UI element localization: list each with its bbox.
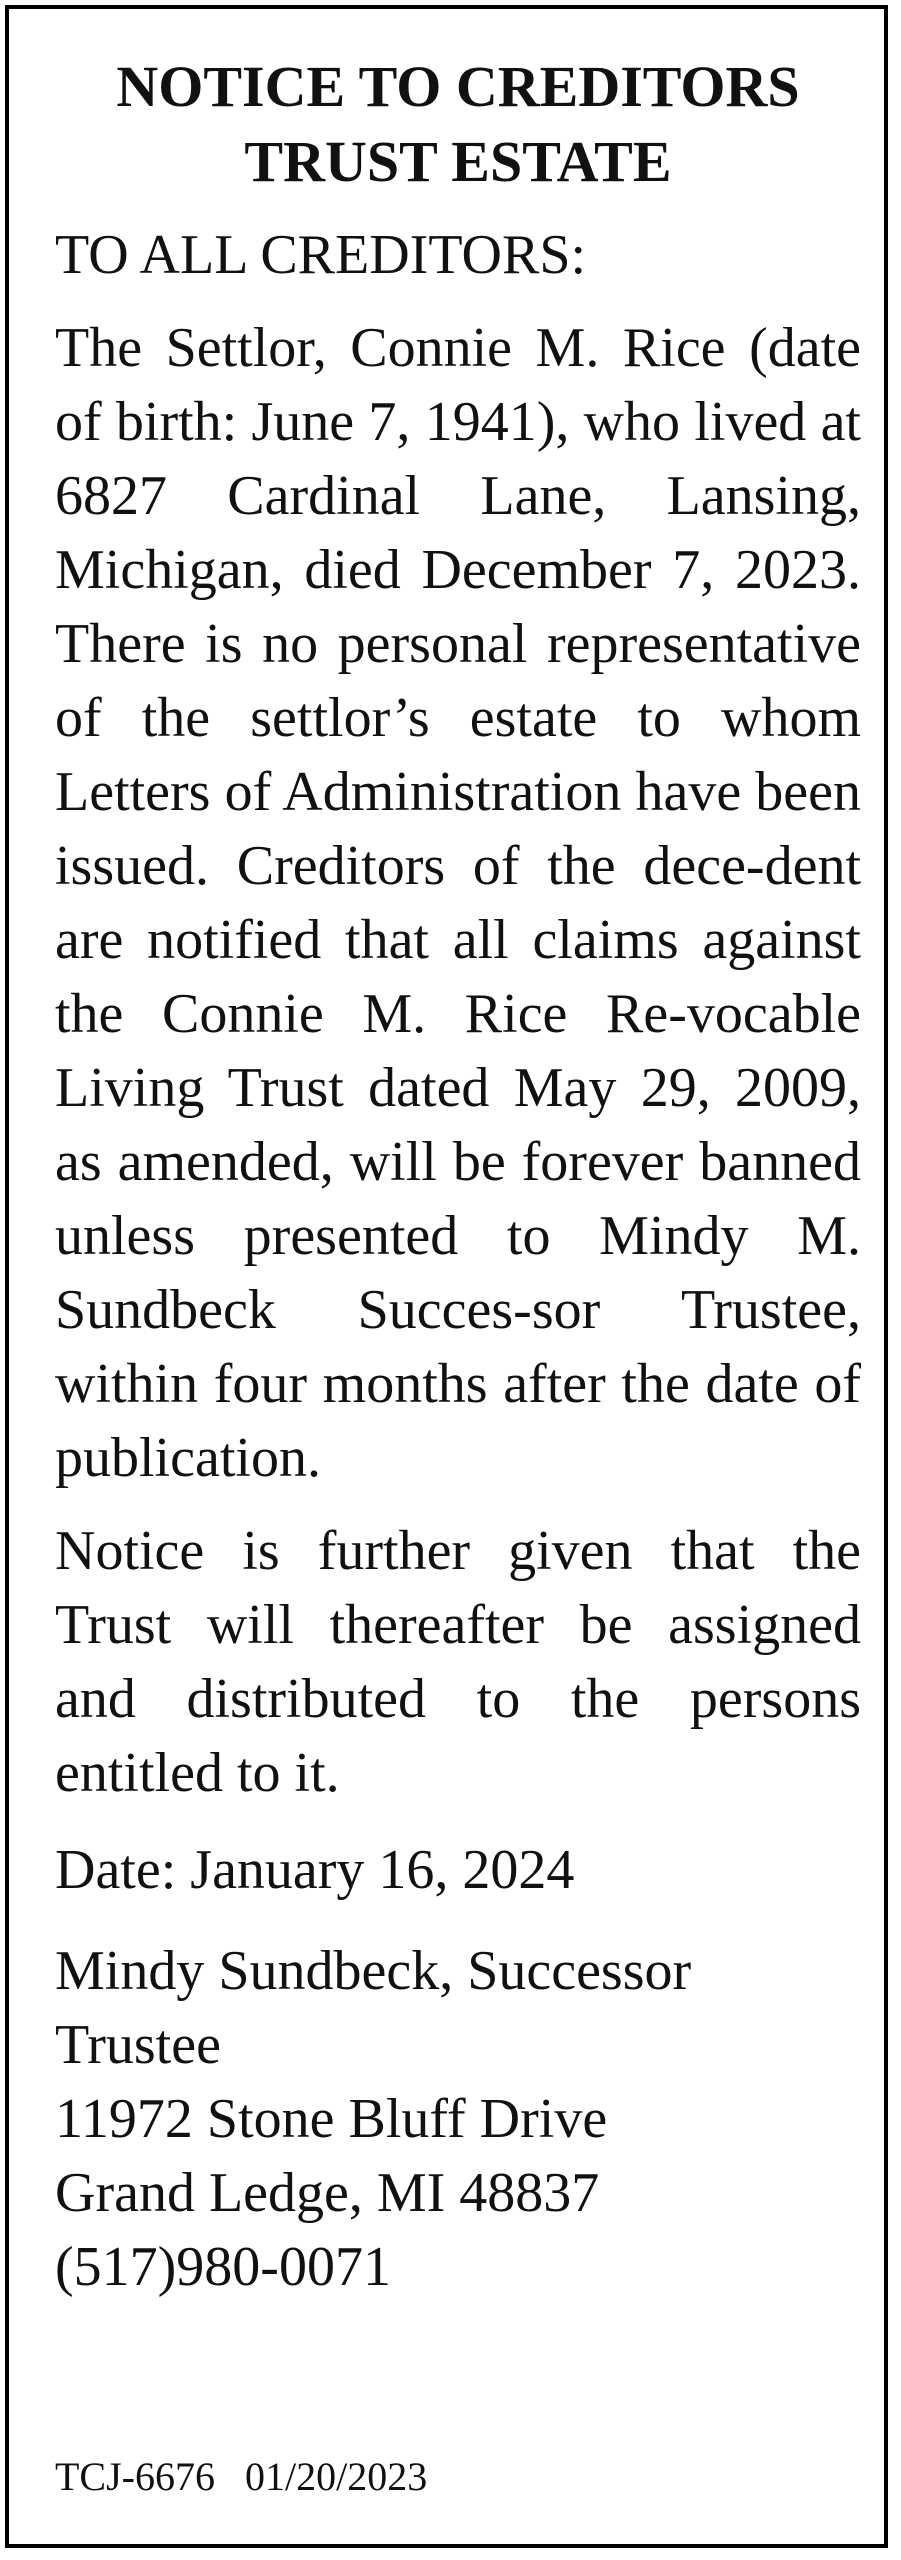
title-line-1: NOTICE TO CREDITORS — [116, 54, 800, 119]
notice-date: Date: January 16, 2024 — [55, 1839, 575, 1901]
title-line-2: TRUST ESTATE — [244, 129, 672, 194]
signature-block — [55, 1934, 861, 2304]
footer-ref-code: TCJ-6676 — [55, 2454, 215, 2499]
notice-content — [55, 49, 861, 2304]
notice-frame — [5, 5, 888, 2548]
notice-paragraph-2: Notice is further given that the Trust will thereafter be assigned and distributed to the persons entitled to it. — [55, 1520, 861, 1804]
footer-reference — [55, 2453, 427, 2501]
footer-ref-date: 01/20/2023 — [245, 2454, 428, 2499]
signature-street: 11972 Stone Bluff Drive — [55, 2088, 608, 2150]
salutation: TO ALL CREDITORS: — [55, 224, 587, 286]
notice-paragraph-1: The Settlor, Connie M. Rice (date of birth: June 7, 1941), who lived at 6827 Cardinal Lane, Lansing, Michigan, died December 7, 2023. There is no personal representative of the settlor’s estate to whom Letters of Administration have been issued. Creditors of the dece-dent are notified that all claims against the Connie M. Rice Re-vocable Living Trust dated May 29, 2009, as amended, will be forever banned unless presented to Mindy M. Sundbeck Succes-sor Trustee, within four months after the date of publication. — [55, 317, 861, 1489]
signature-phone: (517)980-0071 — [55, 2236, 391, 2298]
signature-name-line-2: Trustee — [55, 2014, 221, 2076]
notice-title — [55, 49, 861, 199]
signature-city-state-zip: Grand Ledge, MI 48837 — [55, 2162, 600, 2224]
signature-name-line-1: Mindy Sundbeck, Successor — [55, 1940, 692, 2002]
